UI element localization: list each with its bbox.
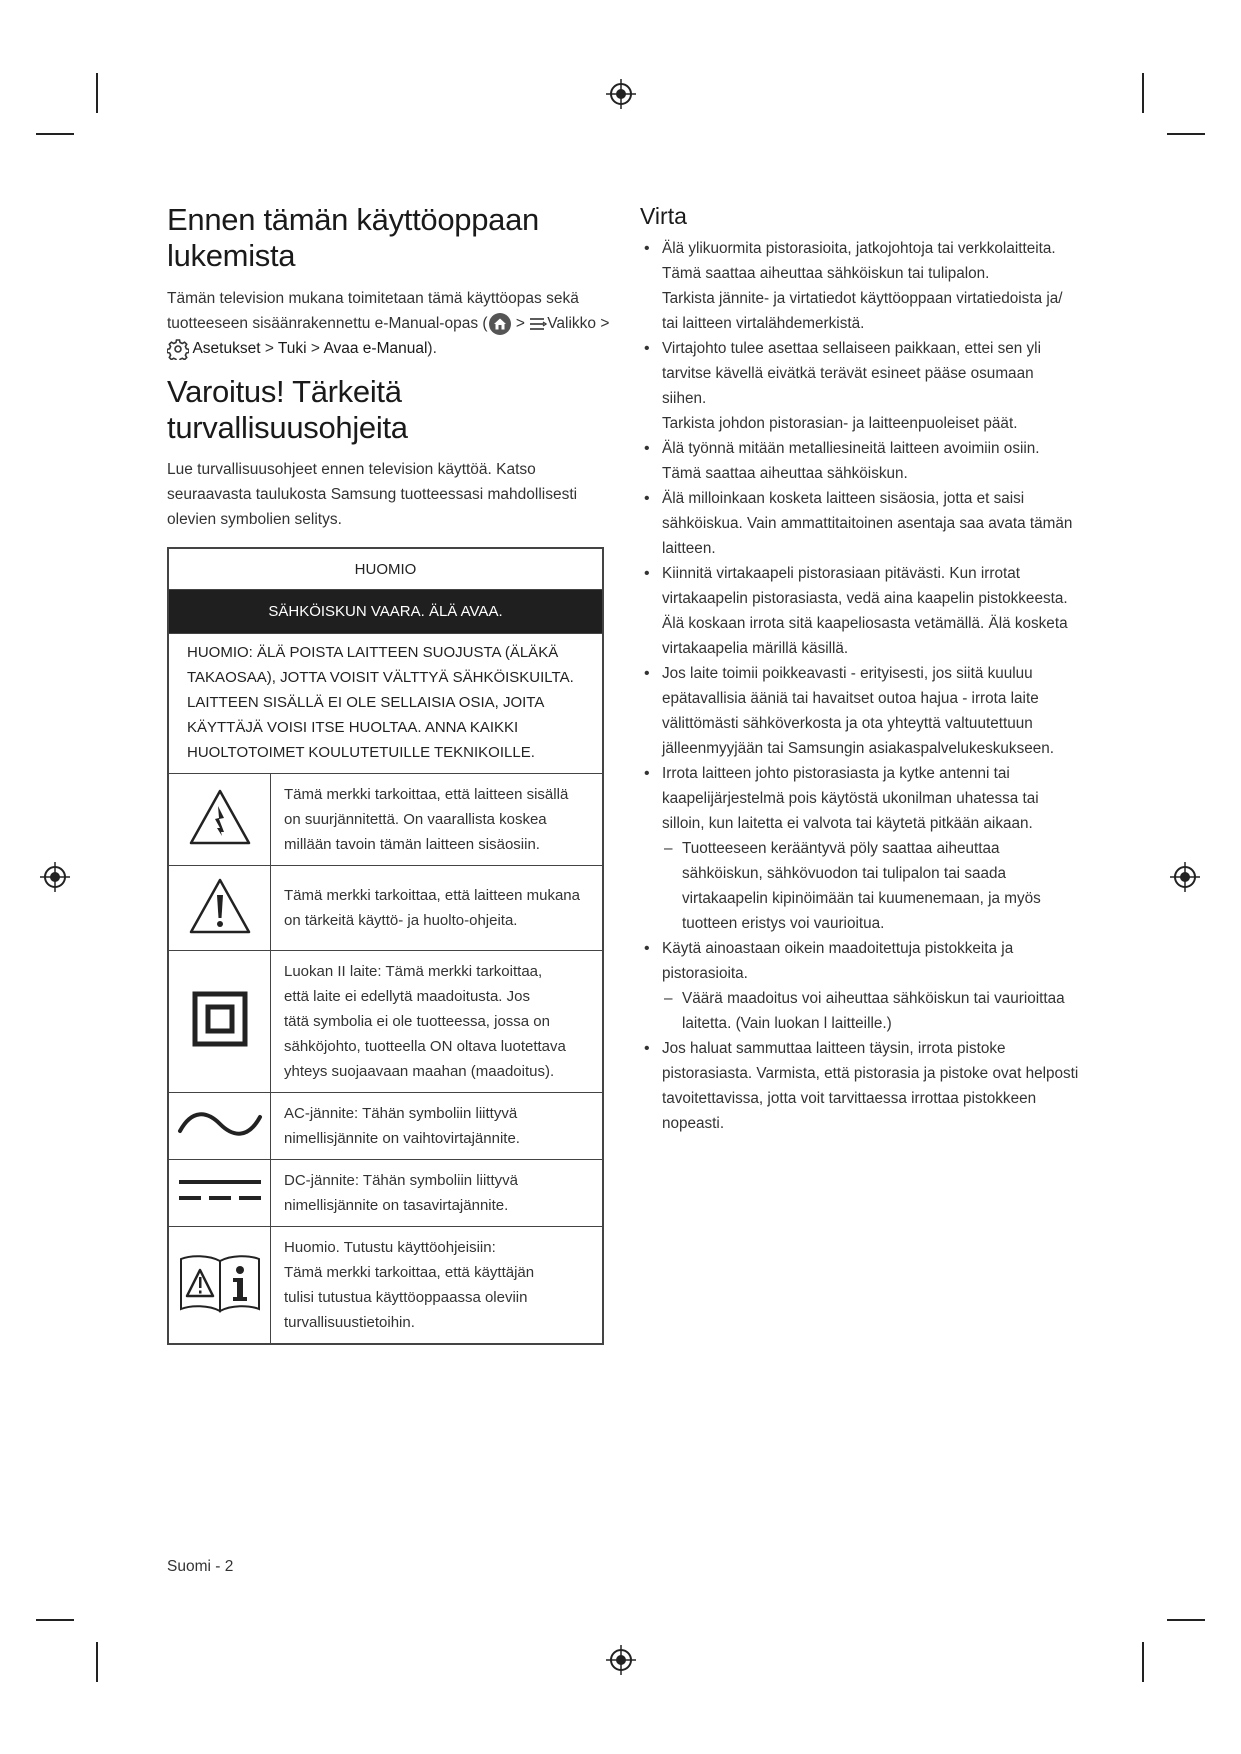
registration-mark-icon (606, 79, 636, 109)
virta-list (640, 236, 1080, 1136)
list-item: • Irrota laitteen johto pistorasiasta ja kytke antenni tai kaapelijärjestelmä pois käytöstä ukonilman uhatessa tai silloin, kun laitetta ei valvota tai käytetä pitkään aikaan. – Tuotteeseen kerääntyvä pöly saattaa aiheuttaa sähköiskun, sähkövuodon tai tulipalon tai saada virtakaapelin kipinöimään tai kuumenemaan, ja myös tuotteen eristys voi vaurioitua. (640, 761, 1080, 936)
virta-title: Virta (640, 203, 687, 229)
symbol-description: Luokan II laite: Tämä merkki tarkoittaa, että laite ei edellytä maadoitusta. Jos tätä symbolia ei ole tuotteessa, jossa on sähköjohto, tuotteella ON oltava luotettava yhteys suojaavaan maahan (maadoitus). (271, 951, 604, 1093)
crop-mark (1142, 73, 1144, 113)
emanual-label: Avaa e-Manual (323, 340, 428, 357)
dc-voltage-icon (177, 1176, 263, 1206)
table-row (168, 1093, 603, 1160)
read-manual-icon (177, 1251, 263, 1315)
warning-section (167, 374, 607, 446)
menu-icon (529, 316, 547, 332)
lightning-warning-icon (188, 788, 252, 846)
home-icon (488, 312, 512, 336)
caution-text: HUOMIO: ÄLÄ POISTA LAITTEEN SUOJUSTA (ÄLÄKÄ TAKAOSAA), JOTTA VOISIT VÄLTTYÄ SÄHKÖISKUILTA. LAITTEEN SISÄLLÄ EI OLE SELLAISIA OSIA, JOITA KÄYTTÄJÄ VOISI ITSE HUOLTAA. ANNA KAIKKI HUOLTOTOIMET KOULUTETUILLE TEKNIKOILLE. (168, 634, 603, 774)
symbol-description: DC-jännite: Tähän symboliin liittyvä nimellisjännite on tasavirtajännite. (271, 1160, 604, 1227)
list-item: • Käytä ainoastaan oikein maadoitettuja pistokkeita ja pistorasioita. – Väärä maadoitus voi aiheuttaa sähköiskun tai vaurioittaa laitetta. (Vain luokan l laitteille.) (640, 936, 1080, 1036)
list-item: • Älä työnnä mitään metalliesineitä laitteen avoimiin osiin. Tämä saattaa aiheuttaa sähköiskun. (640, 436, 1080, 486)
crop-mark (36, 1619, 74, 1621)
page-number: Suomi - 2 (167, 1558, 234, 1575)
exclamation-warning-icon (188, 877, 252, 935)
menu-label: Valikko (547, 315, 597, 332)
crop-mark (1167, 133, 1205, 135)
list-item: • Kiinnitä virtakaapeli pistorasiaan pitävästi. Kun irrotat virtakaapelin pistorasiasta, vedä aina kaapelin pistokkeesta. Älä koskaan irrota sitä kaapeliosasta vetämällä. Älä kosketa virtakaapelia märillä käsillä. (640, 561, 1080, 661)
settings-label: Asetukset (192, 340, 261, 357)
symbol-description: AC-jännite: Tähän symboliin liittyvä nimellisjännite on vaihtovirtajännite. (271, 1093, 604, 1160)
list-item: • Virtajohto tulee asettaa sellaiseen paikkaan, ettei sen yli tarvitse kävellä eivätkä terävät esineet pääse osumaan siihen. Tarkista johdon pistorasian- ja laitteenpuoleiset päät. (640, 336, 1080, 436)
table-row (168, 1160, 603, 1227)
table-row (168, 866, 603, 951)
list-item: • Jos haluat sammuttaa laitteen täysin, irrota pistoke pistorasiasta. Varmista, että pistorasia ja pistoke ovat helposti tavoitettavissa, jotta voit tarvittaessa irrottaa pistokkeen nopeasti. (640, 1036, 1080, 1136)
sub-list-item: – Tuotteeseen kerääntyvä pöly saattaa aiheuttaa sähköiskun, sähkövuodon tai tulipalon tai saada virtakaapelin kipinöimään tai kuumenemaan, ja myös tuotteen eristys voi vaurioitua. (662, 836, 1080, 936)
crop-mark (36, 133, 74, 135)
table-row (168, 774, 603, 866)
registration-mark-icon (40, 862, 70, 892)
warning-text: Lue turvallisuusohjeet ennen television käyttöä. Katso seuraavasta taulukosta Samsung tuotteessasi mahdollisesti olevien symbolien selitys. (167, 461, 578, 528)
ac-voltage-icon (177, 1109, 263, 1139)
sub-list-item: – Väärä maadoitus voi aiheuttaa sähköiskun tai vaurioittaa laitetta. (Vain luokan l laitteille.) (662, 986, 1080, 1036)
intro-title: Ennen tämän käyttöoppaan lukemista (167, 202, 539, 273)
list-item: • Jos laite toimii poikkeavasti - erityisesti, jos siitä kuuluu epätavallisia ääniä tai havaitset outoa hajua - irrota laite välittömästi sähköverkosta ja ota yhteyttä valtuutettuun jälleenmyyjään tai Samsungin asiakaspalvelukeskukseen. (640, 661, 1080, 761)
crop-mark (96, 1642, 98, 1682)
symbol-description: Huomio. Tutustu käyttöohjeisiin: Tämä merkki tarkoittaa, että käyttäjän tulisi tutustua käyttöoppaassa oleviin turvallisuustietoihin. (271, 1227, 604, 1345)
intro-text: Tämän television mukana toimitetaan tämä käyttöopas sekä tuotteeseen sisäänrakennettu e-Manual-opas ( > Valikko > Asetukset > Tuki > Avaa e-Manual). (167, 286, 617, 361)
gear-icon (167, 338, 189, 360)
symbols-table (167, 547, 604, 1345)
registration-mark-icon (606, 1645, 636, 1675)
danger-banner: SÄHKÖISKUN VAARA. ÄLÄ AVAA. (168, 590, 603, 634)
warning-title: Varoitus! Tärkeitä turvallisuusohjeita (167, 374, 408, 445)
intro-section (167, 202, 607, 274)
list-item: • Älä ylikuormita pistorasioita, jatkojohtoja tai verkkolaitteita. Tämä saattaa aiheuttaa sähköiskun tai tulipalon. Tarkista jännite- ja virtatiedot käyttöoppaan virtatiedoista ja/ tai laitteen virtalähdemerkistä. (640, 236, 1080, 336)
crop-mark (96, 73, 98, 113)
table-row (168, 1227, 603, 1345)
symbol-description: Tämä merkki tarkoittaa, että laitteen sisällä on suurjännitettä. On vaarallista koskea millään tavoin tämän laitteen sisäosiin. (271, 774, 604, 866)
registration-mark-icon (1170, 862, 1200, 892)
table-row (168, 951, 603, 1093)
table-header: HUOMIO (168, 548, 603, 590)
list-item: • Älä milloinkaan kosketa laitteen sisäosia, jotta et saisi sähköiskua. Vain ammattitaitoinen asentaja saa avata tämän laitteen. (640, 486, 1080, 561)
support-label: Tuki (277, 340, 307, 357)
class-ii-icon (192, 991, 248, 1047)
crop-mark (1167, 1619, 1205, 1621)
symbol-description: Tämä merkki tarkoittaa, että laitteen mukana on tärkeitä käyttö- ja huolto-ohjeita. (271, 866, 604, 951)
crop-mark (1142, 1642, 1144, 1682)
